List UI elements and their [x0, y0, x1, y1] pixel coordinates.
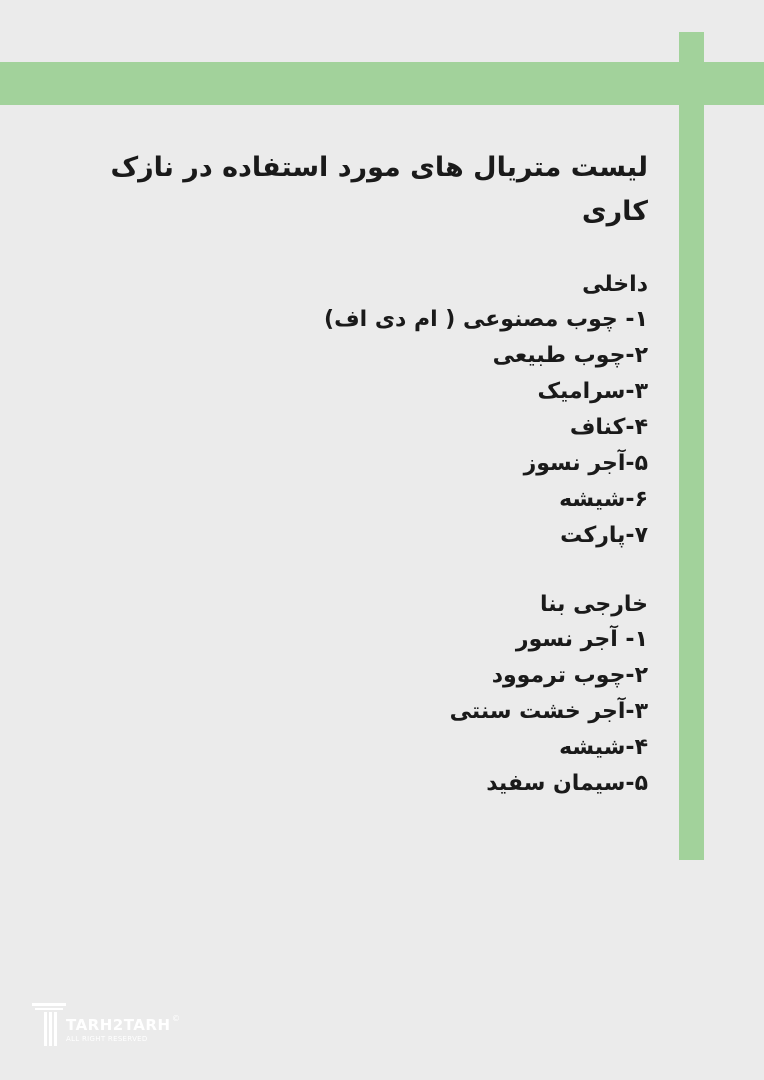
logo-subtext: ALL RIGHT RESERVED — [66, 1035, 148, 1043]
horizontal-accent-bar — [0, 62, 764, 105]
list-item: ۶-شیشه — [559, 487, 648, 512]
column-icon — [30, 1000, 70, 1050]
list-item: ۵-سیمان سفید — [486, 771, 648, 796]
list-item: ۲-چوب ترموود — [491, 663, 648, 688]
watermark-logo — [30, 1000, 190, 1052]
list-item: ۳-سرامیک — [537, 379, 648, 404]
interior-section — [48, 268, 648, 554]
list-item: ۷-پارکت — [560, 523, 648, 548]
document-content — [48, 146, 648, 836]
copyright-mark: © — [172, 1014, 180, 1023]
list-item: ۵-آجر نسوز — [523, 451, 648, 476]
list-item: ۴-شیشه — [559, 735, 648, 760]
list-item: ۱- آجر نسور — [515, 627, 648, 652]
list-item: ۳-آجر خشت سنتی — [449, 699, 648, 724]
list-item: ۲-چوب طبیعی — [492, 343, 648, 368]
exterior-section — [48, 588, 648, 802]
exterior-heading: خارجی بنا — [539, 592, 648, 617]
page-title: لیست متریال های مورد استفاده در نازک کاری — [110, 152, 648, 227]
logo-text: TARH2TARH — [66, 1016, 171, 1034]
list-item: ۴-کناف — [569, 415, 648, 440]
list-item: ۱- چوب مصنوعی ( ام دی اف) — [324, 307, 648, 332]
vertical-accent-bar — [679, 32, 704, 860]
interior-heading: داخلی — [582, 272, 648, 297]
